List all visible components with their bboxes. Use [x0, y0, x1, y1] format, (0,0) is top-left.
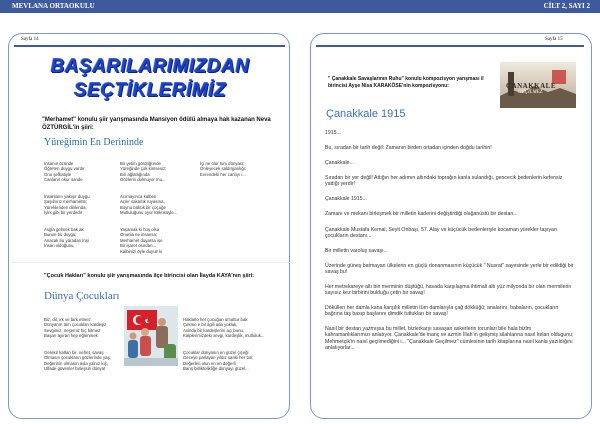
essay-paragraph: Her metrekareye altı bin merminin düştüğü, havada karşılaşma ihtimali altı yüz milyonda bir olan mermilerin sayısız kez birbirini bulduğu çetin bir savaş!: [325, 284, 572, 297]
headline-line-1: BAŞARILARIMIZDAN: [50, 56, 250, 77]
poem2-column-1: [44, 311, 122, 383]
essay-intro: " Çanakkale Savaşlarının Ruhu" konulu kompozisyon yarışması il birincisi Ayşe Nisa KARAKÖSE'nin kompozisyonu:: [328, 76, 484, 89]
essay-title: Çanakkale 1915: [326, 108, 406, 120]
page-number: Sayfa 15: [545, 37, 563, 42]
essay-paragraph: Nasıl bir destan yazmışsa bu millet, bizlerkarşı savaşan askerlerin torunları bile hala bizim kahramanlıklarımızı anlatıyor. Çanakkale'de inanç ve azmin İllah'ın gelişmiş silahlarına nasıl kelan oldugunu; Mehmetçik'in nasıl geçilmediğini i... "Çanakkale Geçilmez" cümlesinin tarih kitaplarına nasıl kanla yazıldığını anlatıyorlar...: [325, 326, 574, 352]
issue-number: CİLT 2, SAYI 2: [543, 2, 590, 10]
poem-stanza: Bir yetim gördüğünde Yüreğinde çok kimsesiz; Biri ağlatlığında Gözlerin dolmuyor mu...: [120, 160, 167, 183]
essay-paragraph: Sıradan bir yer değil! Attığın her adımın altındaki toprağın kanla sulandığı, gencecik bedenlerin kefensiz yattığı yerdir!: [325, 175, 563, 188]
poem-stanza: İnsanların yakışır duygu Şaşılnırız merhamette; Yürekleriden dinlenda, İyiık gibi bir yerdedir: [44, 193, 90, 216]
poem-stanza: Asgla gelmek bak ak Bunun bu duygu; Anacak bu yaradan İnşi İnsan oldoğunu,: [44, 226, 89, 249]
headline-line-2: SEÇTİKLERİMİZ: [73, 80, 227, 101]
header-bar: [300, 0, 600, 13]
poem-title: Yüreğimin En Derininde: [44, 137, 144, 148]
poem-column-1: [44, 155, 116, 260]
essay-paragraph: Bu, sıradan bir tarih değil: Zamanın birden ortadan içinden doğdu tarihin!: [325, 145, 492, 151]
essay-paragraph: Çanakkale Mustafa Kemal, Seyit Onbaşı, 57. Alay ve küçücük bedenleriyle kocaman yürekler taşıyan çocukların destanı...: [325, 227, 557, 240]
poem2-column-2: [183, 311, 283, 383]
poem-stanza: Çocuklar dünyanın en güzel çiçeği Geceye parlayan yıldız sanki her biri; Değerleri olun en en değerli Barış birliktelikliğe dünyayı güzel...: [183, 349, 254, 372]
image-title: ÇANAKKALE: [506, 82, 557, 90]
header-stripe: [14, 45, 285, 47]
poem-stanza: İçi ne olur tum dünyası; Önleyecek saldırganlığı; Evrendeki her canlıyı i...: [200, 160, 247, 177]
poem-stanza: Yaşamak ki hoş olsa Onunla ne insansa; Merhamet duyarsa işe Bir işaret olurdan... Kalbinizi öyle duyulr ki: [120, 226, 163, 254]
canakkale-image: [500, 62, 576, 108]
school-name: MEVLANA ORTAOKULU: [12, 2, 95, 10]
poem-stanza: Biz, dil, ırk ve fark etmez Dünyanın tüm çocukları kardeşiz Sevgimiz, neşemiz hiç bitmez Başarı ayıran hep eğlenmek: [44, 316, 107, 339]
essay-paragraph: Zamanı ve mekanı birleşmek bir milletin kaderini değiştirdiği olağanüstü bir destan...: [325, 211, 518, 217]
essay-paragraph: Çanakkale 1915...: [325, 196, 367, 202]
intro-text-2: "Çocuk Hakları" konulu şiir yarışmasında ilçe birincisi olan İlayda KAYA'nın şiiri:: [44, 273, 254, 279]
image-subtitle: GEÇİLMEZ: [518, 90, 543, 95]
poem-stanza: Haklarlo her çocuğun umuttur bak Çekme e bir ilgili ada yokluk, Asinda bir kardeşlerini açı bunu, Kalplerimizdeki sevgi, kardeşlik, mutluluk...: [183, 316, 265, 339]
divider: [10, 262, 290, 263]
essay-paragraph: 1915...: [325, 130, 341, 136]
poem-column-3: [200, 155, 280, 188]
poem-column-2: [120, 155, 198, 265]
intro-text: "Merhamet" konulu şiir yarışmasında Mansiyon ödülü almaya hak kazanan Neva ÖZTÜRGİL'in şiiri:: [42, 117, 271, 131]
children-flag-photo: [124, 306, 178, 366]
essay-paragraph: Döküllen her damla kana karşılık milletin tüm damlarıyla çağ dökküğü; analarını, babaların, çocukların bağrına taş basıp başlarını dimdik tuttukları bir savaş!: [325, 305, 559, 318]
poem-stanza: İnsanın özünde Öğreten duygu vardır Onu şefkatiyle Canlanır okur sande: [44, 160, 85, 183]
essay-paragraph: Bir milletin varoluş savaşı...: [325, 248, 388, 254]
page-number: Sayfa 14: [21, 37, 39, 42]
essay-paragraph: Üzerinde güneş batmayan ülkelerin en güçlü donanmasının küçücük " Nusrat" sayesinde yerle bir edildiği bir savaş bu!: [325, 263, 574, 276]
header-stripe: [316, 45, 584, 47]
header-bar: [0, 0, 300, 13]
poem-stanza: Gerekir katlan bir, nefret, savaş Olmasın çocukların gözlerinde yaş, Değerinin olmasın asla yalnız kış, Ulfade güvenler birleşsin dünya!: [44, 349, 111, 372]
essay-paragraph: Çanakkale...: [325, 160, 354, 166]
poem-title-2: Dünya Çocukları: [44, 290, 120, 302]
poem-stanza: Acımayınca kalben Açılır sakarlık ruyasına, Boynu bükük bir çoçuğe Mutluluğunu oyur türküsüyle...: [120, 193, 178, 216]
